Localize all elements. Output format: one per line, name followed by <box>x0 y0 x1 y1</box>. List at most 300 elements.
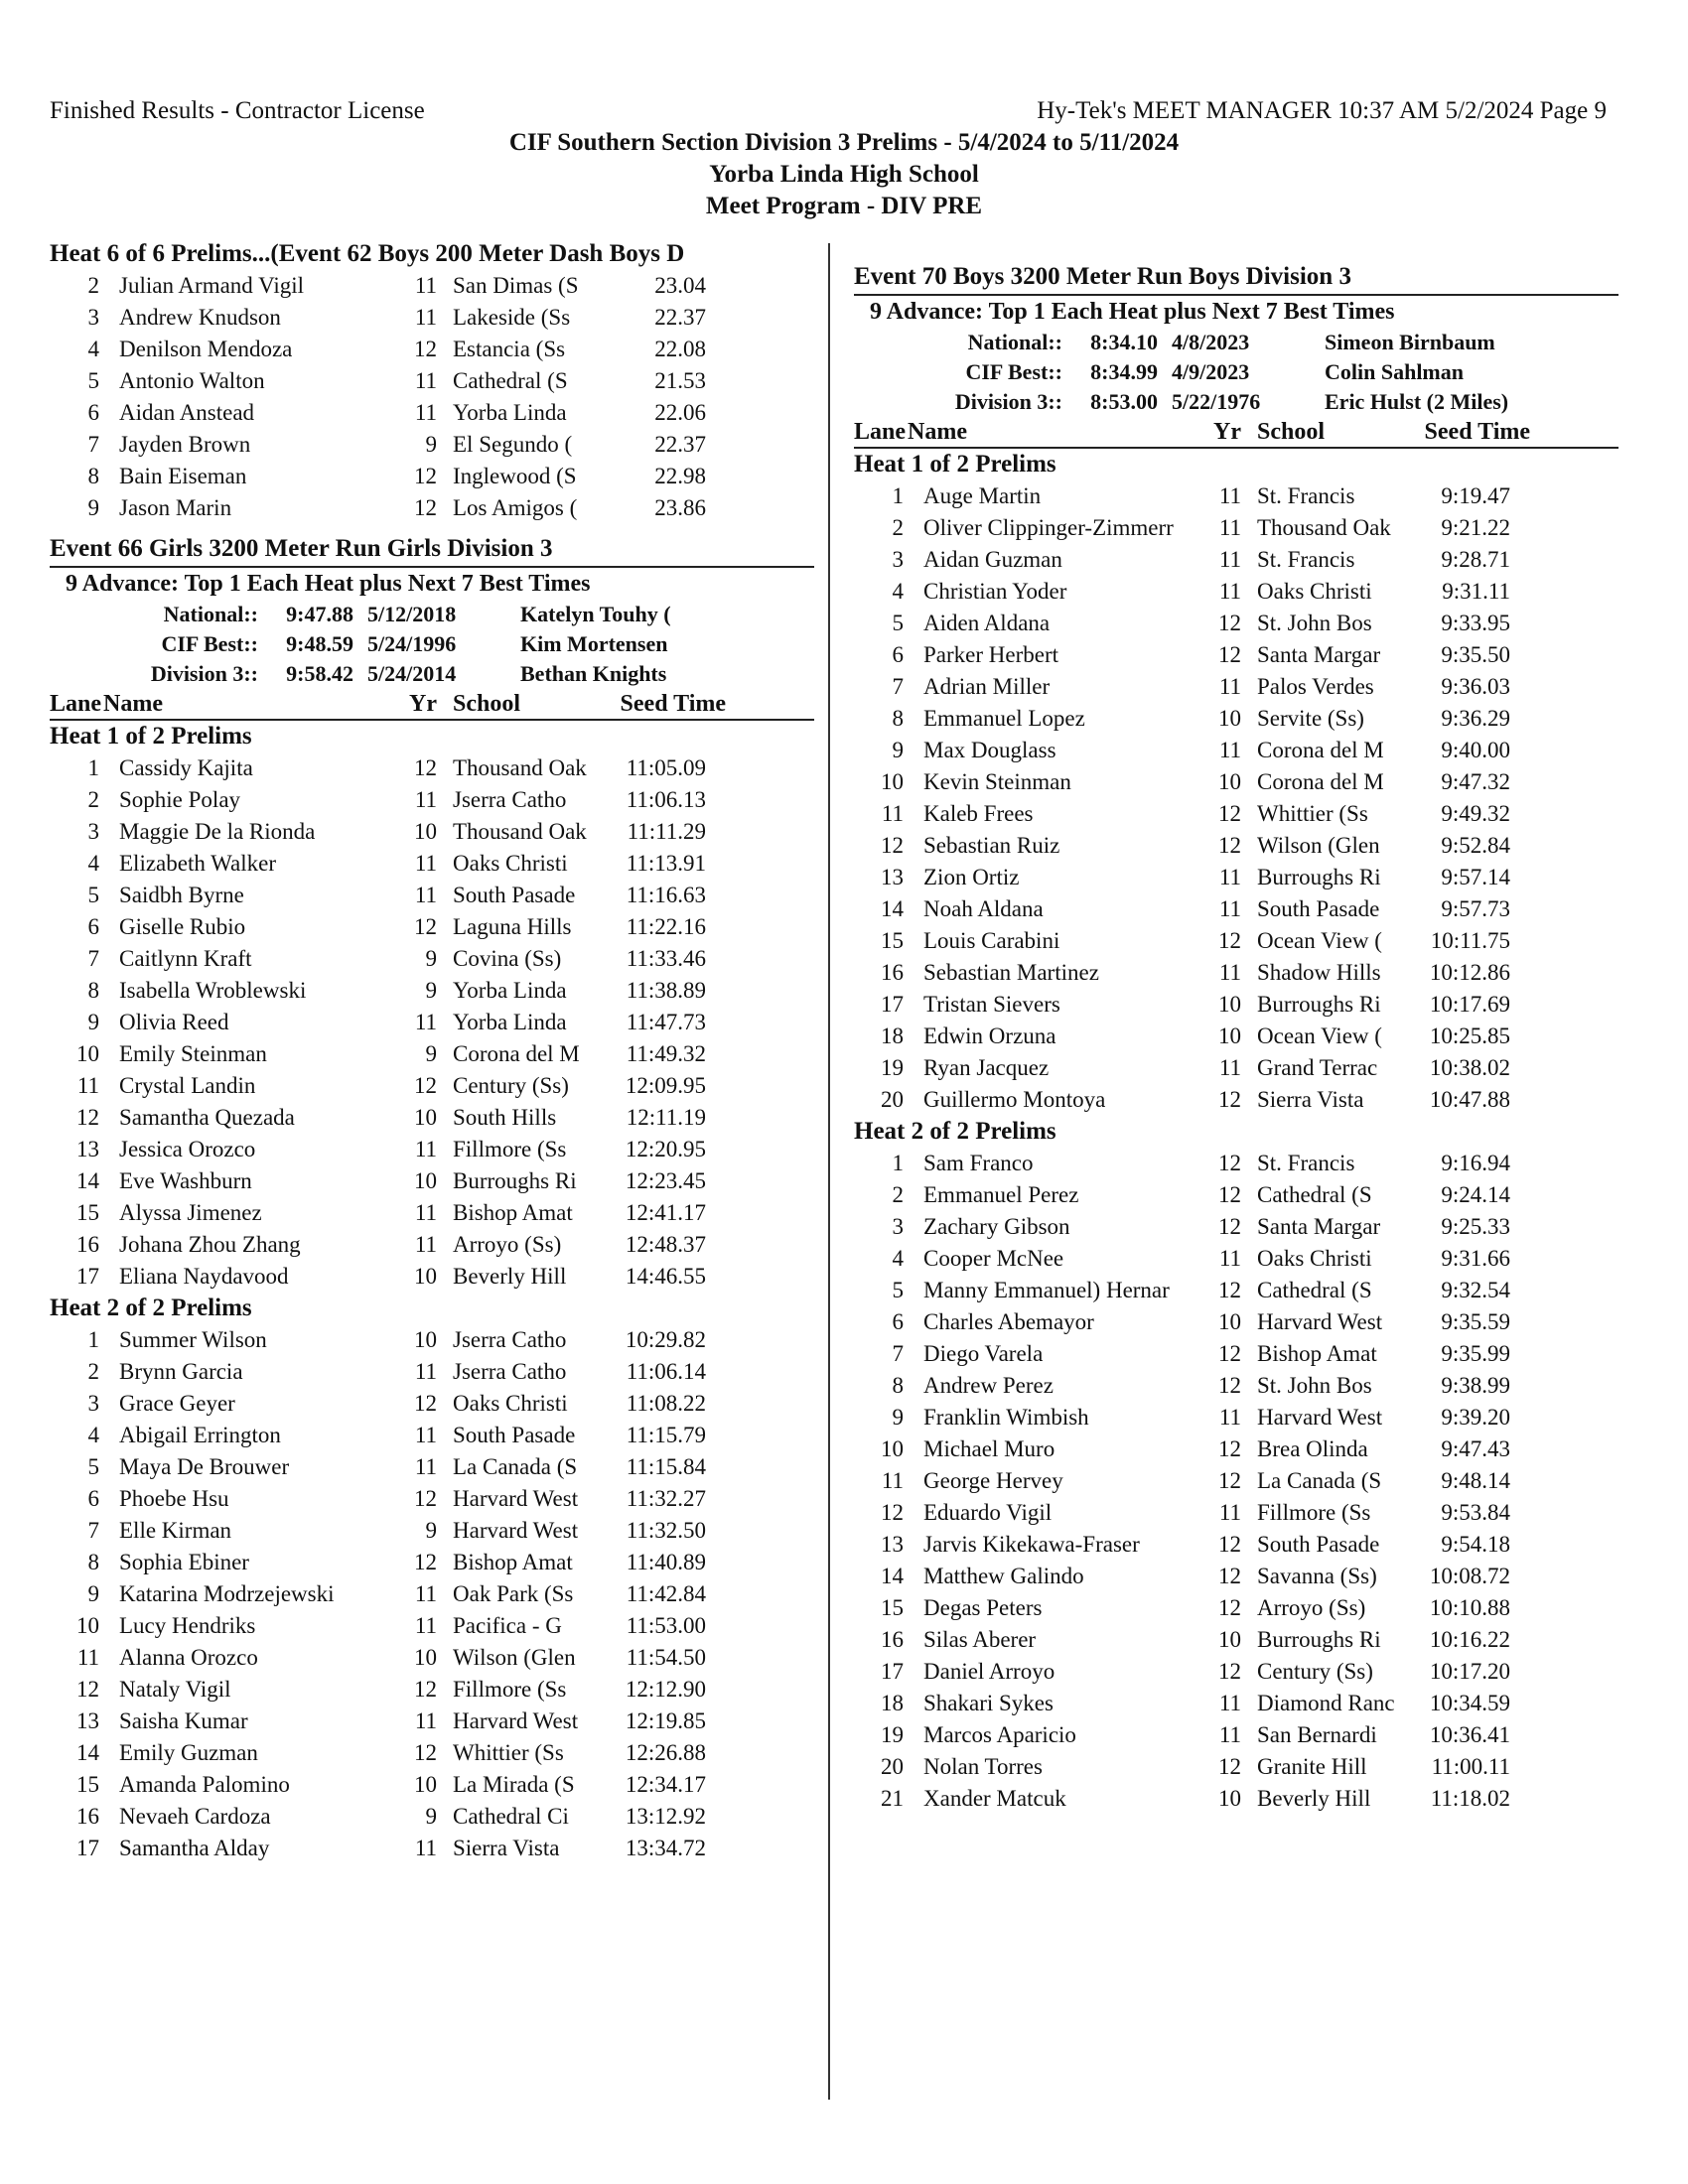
seed-time-cell: 10:34.59 <box>1429 1691 1510 1715</box>
table-row <box>50 784 814 816</box>
table-row <box>50 365 814 397</box>
table-row <box>50 1324 814 1356</box>
lane-cell: 16 <box>881 1627 904 1652</box>
record-holder: Eric Hulst (2 Miles) <box>1325 389 1509 414</box>
year-cell: 12 <box>414 1740 437 1765</box>
seed-time-cell: 9:28.71 <box>1441 547 1510 572</box>
lane-cell: 9 <box>892 1405 904 1430</box>
table-row <box>50 1420 814 1451</box>
table-row <box>854 1688 1618 1719</box>
school-cell: Harvard West <box>1257 1309 1383 1334</box>
lane-cell: 10 <box>76 1613 99 1638</box>
school-cell: St. John Bos <box>1257 611 1372 635</box>
table-row <box>50 1706 814 1737</box>
table-row <box>854 1719 1618 1751</box>
lane-cell: 17 <box>76 1836 99 1860</box>
seed-time-cell: 9:21.22 <box>1441 515 1510 540</box>
seed-time-cell: 12:26.88 <box>625 1740 706 1765</box>
school-cell: Pacifica - G <box>453 1613 562 1638</box>
record-date: 5/24/1996 <box>367 631 457 656</box>
record-date: 5/22/1976 <box>1172 389 1261 414</box>
seed-time-cell: 22.08 <box>654 337 706 361</box>
record-date: 4/8/2023 <box>1172 330 1250 354</box>
seed-time-cell: 9:35.59 <box>1441 1309 1510 1334</box>
school-cell: Yorba Linda <box>453 1010 567 1034</box>
name-cell: Eve Washburn <box>119 1168 252 1193</box>
school-cell: Wilson (Glen <box>453 1645 576 1670</box>
seed-time-cell: 11:42.84 <box>626 1581 706 1606</box>
lane-cell: 9 <box>87 1010 99 1034</box>
name-cell: Shakari Sykes <box>923 1691 1054 1715</box>
table-row <box>854 1751 1618 1783</box>
table-row <box>50 1007 814 1038</box>
school-cell: Thousand Oak <box>1257 515 1391 540</box>
seed-time-cell: 9:16.94 <box>1441 1151 1510 1175</box>
name-cell: Sebastian Martinez <box>923 960 1099 985</box>
table-row <box>854 1275 1618 1306</box>
lane-cell: 19 <box>881 1722 904 1747</box>
school-cell: Laguna Hills <box>453 914 572 939</box>
year-cell: 12 <box>1218 1182 1241 1207</box>
seed-time-cell: 9:36.29 <box>1441 706 1510 731</box>
lane-cell: 2 <box>87 273 99 298</box>
seed-time-cell: 9:31.11 <box>1442 579 1510 604</box>
seed-time-cell: 22.06 <box>654 400 706 425</box>
lane-cell: 13 <box>881 865 904 889</box>
school-cell: Arroyo (Ss) <box>1257 1595 1366 1620</box>
lane-cell: 2 <box>892 515 904 540</box>
year-cell: 11 <box>414 1423 437 1447</box>
school-cell: Estancia (Ss <box>453 337 566 361</box>
table-row <box>854 989 1618 1021</box>
lane-cell: 4 <box>87 1423 99 1447</box>
seed-time-cell: 9:57.73 <box>1441 896 1510 921</box>
table-row <box>854 1656 1618 1688</box>
school-cell: Whittier (Ss <box>453 1740 564 1765</box>
lane-cell: 1 <box>87 755 99 780</box>
seed-time-cell: 12:20.95 <box>625 1137 706 1161</box>
seed-time-cell: 10:08.72 <box>1429 1564 1510 1588</box>
name-cell: Aiden Aldana <box>923 611 1051 635</box>
seed-time-cell: 12:48.37 <box>625 1232 706 1257</box>
heat-title: Heat 2 of 2 Prelims <box>854 1118 1056 1145</box>
table-row <box>854 862 1618 893</box>
year-cell: 11 <box>414 1454 437 1479</box>
seed-time-cell: 11:54.50 <box>626 1645 706 1670</box>
year-cell: 11 <box>414 1137 437 1161</box>
name-cell: Emmanuel Perez <box>923 1182 1079 1207</box>
lane-cell: 8 <box>892 1373 904 1398</box>
seed-time-cell: 11:05.09 <box>626 755 706 780</box>
column-divider <box>828 243 830 2100</box>
year-cell: 11 <box>414 883 437 907</box>
table-row <box>854 608 1618 639</box>
year-cell: 11 <box>1218 865 1241 889</box>
lane-cell: 7 <box>87 432 99 457</box>
lane-cell: 11 <box>881 1468 904 1493</box>
year-cell: 10 <box>414 1264 437 1289</box>
lane-cell: 1 <box>87 1327 99 1352</box>
year-cell: 11 <box>1218 1246 1241 1271</box>
seed-time-cell: 10:38.02 <box>1429 1055 1510 1080</box>
record-time: 9:58.42 <box>286 661 353 686</box>
record-label: CIF Best:: <box>965 359 1062 384</box>
name-cell: Louis Carabini <box>923 928 1060 953</box>
seed-time-cell: 11:11.29 <box>627 819 706 844</box>
name-cell: Johana Zhou Zhang <box>119 1232 301 1257</box>
seed-time-cell: 10:29.82 <box>625 1327 706 1352</box>
name-cell: Guillermo Montoya <box>923 1087 1106 1112</box>
year-cell: 12 <box>1218 1278 1241 1302</box>
year-cell: 11 <box>414 368 437 393</box>
lane-cell: 10 <box>76 1041 99 1066</box>
name-cell: Matthew Galindo <box>923 1564 1084 1588</box>
lane-cell: 12 <box>881 833 904 858</box>
table-row <box>50 880 814 911</box>
table-row <box>50 1070 814 1102</box>
table-row <box>50 1165 814 1197</box>
name-cell: Denilson Mendoza <box>119 337 293 361</box>
seed-time-cell: 13:12.92 <box>625 1804 706 1829</box>
table-row <box>854 1624 1618 1656</box>
lane-cell: 5 <box>892 1278 904 1302</box>
school-cell: Century (Ss) <box>1257 1659 1373 1684</box>
table-row <box>854 480 1618 512</box>
lane-cell: 6 <box>87 1486 99 1511</box>
lane-cell: 9 <box>892 738 904 762</box>
seed-time-cell: 9:40.00 <box>1441 738 1510 762</box>
name-cell: Franklin Wimbish <box>923 1405 1089 1430</box>
lane-cell: 4 <box>87 851 99 876</box>
year-cell: 11 <box>1218 579 1241 604</box>
table-row <box>50 1769 814 1801</box>
name-cell: Xander Matcuk <box>923 1786 1066 1811</box>
year-cell: 11 <box>1218 1722 1241 1747</box>
name-cell: Diego Varela <box>923 1341 1044 1366</box>
table-row <box>50 911 814 943</box>
table-row <box>854 1529 1618 1561</box>
table-row <box>50 1197 814 1229</box>
table-row <box>854 1052 1618 1084</box>
lane-cell: 6 <box>892 1309 904 1334</box>
lane-cell: 1 <box>892 1151 904 1175</box>
year-cell: 9 <box>425 946 437 971</box>
table-row <box>854 1211 1618 1243</box>
lane-cell: 3 <box>87 305 99 330</box>
table-row <box>854 893 1618 925</box>
table-row <box>854 1402 1618 1433</box>
table-row <box>50 1261 814 1293</box>
year-cell: 12 <box>1218 1436 1241 1461</box>
year-cell: 11 <box>1218 1055 1241 1080</box>
lane-cell: 16 <box>76 1804 99 1829</box>
school-cell: South Hills <box>453 1105 557 1130</box>
record-time: 9:48.59 <box>286 631 353 656</box>
record-line <box>50 629 814 659</box>
record-time: 8:34.10 <box>1090 330 1158 354</box>
name-cell: Bain Eiseman <box>119 464 247 488</box>
year-cell: 11 <box>414 1613 437 1638</box>
table-row <box>50 1229 814 1261</box>
name-cell: Zion Ortiz <box>923 865 1020 889</box>
seed-time-cell: 9:36.03 <box>1441 674 1510 699</box>
year-cell: 11 <box>1218 547 1241 572</box>
seed-time-cell: 11:06.13 <box>626 787 706 812</box>
lane-cell: 3 <box>892 1214 904 1239</box>
year-cell: 12 <box>414 1677 437 1702</box>
seed-time-cell: 9:39.20 <box>1441 1405 1510 1430</box>
seed-time-cell: 14:46.55 <box>625 1264 706 1289</box>
seed-time-cell: 11:40.89 <box>626 1550 706 1574</box>
name-cell: Amanda Palomino <box>119 1772 290 1797</box>
name-cell: Emily Guzman <box>119 1740 258 1765</box>
name-cell: Michael Muro <box>923 1436 1055 1461</box>
table-row <box>50 1578 814 1610</box>
year-cell: 11 <box>1218 1405 1241 1430</box>
school-cell: Burroughs Ri <box>1257 865 1381 889</box>
year-cell: 11 <box>1218 960 1241 985</box>
year-cell: 10 <box>1218 1309 1241 1334</box>
year-cell: 11 <box>414 787 437 812</box>
school-header: School <box>453 691 521 717</box>
lane-cell: 15 <box>76 1772 99 1797</box>
school-cell: Corona del M <box>1257 738 1384 762</box>
year-cell: 12 <box>414 495 437 520</box>
lane-cell: 16 <box>76 1232 99 1257</box>
year-cell: 12 <box>1218 1468 1241 1493</box>
name-cell: Sophia Ebiner <box>119 1550 249 1574</box>
school-cell: South Pasade <box>453 883 576 907</box>
seed-time-cell: 23.04 <box>654 273 706 298</box>
school-cell: Fillmore (Ss <box>1257 1500 1371 1525</box>
seed-time-cell: 12:34.17 <box>625 1772 706 1797</box>
record-holder: Simeon Birnbaum <box>1325 330 1495 354</box>
name-cell: Caitlynn Kraft <box>119 946 252 971</box>
lane-cell: 3 <box>892 547 904 572</box>
name-cell: Jarvis Kikekawa-Fraser <box>923 1532 1140 1557</box>
name-cell: Max Douglass <box>923 738 1056 762</box>
lane-cell: 20 <box>881 1087 904 1112</box>
seed-time-cell: 9:48.14 <box>1441 1468 1510 1493</box>
lane-cell: 18 <box>881 1024 904 1048</box>
seed-time-cell: 23.86 <box>654 495 706 520</box>
year-cell: 10 <box>414 1168 437 1193</box>
record-holder: Bethan Knights <box>520 661 667 686</box>
seed-time-cell: 10:11.75 <box>1430 928 1510 953</box>
table-row <box>50 492 814 524</box>
lane-cell: 8 <box>87 464 99 488</box>
name-cell: Alanna Orozco <box>119 1645 258 1670</box>
year-cell: 10 <box>414 1105 437 1130</box>
seed-time-cell: 9:32.54 <box>1441 1278 1510 1302</box>
lane-cell: 5 <box>87 368 99 393</box>
name-cell: Cassidy Kajita <box>119 755 253 780</box>
school-cell: Santa Margar <box>1257 1214 1381 1239</box>
lane-cell: 7 <box>892 1341 904 1366</box>
name-cell: Ryan Jacquez <box>923 1055 1050 1080</box>
lane-cell: 10 <box>881 1436 904 1461</box>
name-cell: Daniel Arroyo <box>923 1659 1055 1684</box>
seed-time-cell: 10:12.86 <box>1429 960 1510 985</box>
seed-time-cell: 11:33.46 <box>626 946 706 971</box>
year-cell: 10 <box>414 1645 437 1670</box>
name-cell: Grace Geyer <box>119 1391 235 1416</box>
seed-time-cell: 12:09.95 <box>625 1073 706 1098</box>
seed-time-cell: 11:32.27 <box>626 1486 706 1511</box>
year-cell: 12 <box>414 1073 437 1098</box>
year-cell: 12 <box>1218 1151 1241 1175</box>
name-cell: Maggie De la Rionda <box>119 819 316 844</box>
seed-time-cell: 22.37 <box>654 432 706 457</box>
seed-time-cell: 11:49.32 <box>626 1041 706 1066</box>
table-row <box>50 1038 814 1070</box>
lane-cell: 2 <box>87 787 99 812</box>
name-cell: Crystal Landin <box>119 1073 256 1098</box>
table-row <box>50 397 814 429</box>
year-cell: 12 <box>1218 833 1241 858</box>
school-cell: Savanna (Ss) <box>1257 1564 1377 1588</box>
name-cell: George Hervey <box>923 1468 1063 1493</box>
school-cell: La Canada (S <box>1257 1468 1382 1493</box>
name-cell: Zachary Gibson <box>923 1214 1070 1239</box>
school-cell: Covina (Ss) <box>453 946 562 971</box>
year-cell: 12 <box>414 337 437 361</box>
table-row <box>854 766 1618 798</box>
table-row <box>854 1021 1618 1052</box>
table-row <box>854 925 1618 957</box>
year-cell: 12 <box>1218 611 1241 635</box>
name-cell: Saisha Kumar <box>119 1708 248 1733</box>
table-row <box>50 1451 814 1483</box>
record-time: 9:47.88 <box>286 602 353 626</box>
lane-cell: 17 <box>881 992 904 1017</box>
school-cell: Burroughs Ri <box>1257 992 1381 1017</box>
name-cell: Elizabeth Walker <box>119 851 277 876</box>
year-cell: 10 <box>1218 769 1241 794</box>
school-cell: Burroughs Ri <box>453 1168 577 1193</box>
year-cell: 12 <box>1218 1087 1241 1112</box>
school-cell: Jserra Catho <box>453 1359 567 1384</box>
table-row <box>50 429 814 461</box>
school-cell: San Bernardi <box>1257 1722 1377 1747</box>
record-label: National:: <box>967 330 1062 354</box>
lane-cell: 2 <box>87 1359 99 1384</box>
seed-time-cell: 11:06.14 <box>626 1359 706 1384</box>
lane-cell: 20 <box>881 1754 904 1779</box>
lane-cell: 14 <box>881 1564 904 1588</box>
school-cell: Bishop Amat <box>1257 1341 1377 1366</box>
school-cell: Lakeside (Ss <box>453 305 571 330</box>
heat-title: Heat 1 of 2 Prelims <box>854 451 1056 478</box>
name-cell: Jason Marin <box>119 495 232 520</box>
seed-time-cell: 11:00.11 <box>1431 1754 1510 1779</box>
lane-cell: 8 <box>87 1550 99 1574</box>
school-cell: Harvard West <box>1257 1405 1383 1430</box>
year-cell: 11 <box>414 1359 437 1384</box>
seed-time-cell: 10:17.20 <box>1429 1659 1510 1684</box>
table-row <box>50 816 814 848</box>
school-cell: Jserra Catho <box>453 787 567 812</box>
school-cell: Jserra Catho <box>453 1327 567 1352</box>
year-cell: 12 <box>1218 1214 1241 1239</box>
lane-cell: 6 <box>892 642 904 667</box>
school-cell: Harvard West <box>453 1518 579 1543</box>
seed-time-cell: 10:25.85 <box>1429 1024 1510 1048</box>
name-cell: Manny Emmanuel) Hernar <box>923 1278 1170 1302</box>
name-cell: Kevin Steinman <box>923 769 1071 794</box>
seed-time-cell: 9:25.33 <box>1441 1214 1510 1239</box>
name-cell: Noah Aldana <box>923 896 1044 921</box>
seed-time-cell: 9:49.32 <box>1441 801 1510 826</box>
name-cell: Oliver Clippinger-Zimmerr <box>923 515 1174 540</box>
lane-cell: 14 <box>76 1740 99 1765</box>
year-cell: 11 <box>414 1232 437 1257</box>
seed-time-cell: 12:19.85 <box>625 1708 706 1733</box>
seed-time-cell: 11:18.02 <box>1430 1786 1510 1811</box>
year-cell: 12 <box>1218 801 1241 826</box>
name-cell: Olivia Reed <box>119 1010 229 1034</box>
year-cell: 10 <box>414 819 437 844</box>
seed-time-cell: 11:15.79 <box>626 1423 706 1447</box>
name-cell: Brynn Garcia <box>119 1359 243 1384</box>
year-cell: 12 <box>1218 1532 1241 1557</box>
year-cell: 9 <box>425 1804 437 1829</box>
table-row <box>854 735 1618 766</box>
school-cell: St. Francis <box>1257 547 1355 572</box>
year-cell: 11 <box>414 1010 437 1034</box>
record-holder: Colin Sahlman <box>1325 359 1464 384</box>
school-cell: Cathedral Ci <box>453 1804 569 1829</box>
right-column <box>854 238 1618 1815</box>
seed-time-cell: 9:47.32 <box>1441 769 1510 794</box>
name-cell: Aidan Guzman <box>923 547 1062 572</box>
table-row <box>50 975 814 1007</box>
lane-cell: 13 <box>881 1532 904 1557</box>
table-row <box>50 1388 814 1420</box>
table-row <box>50 270 814 302</box>
seed-time-cell: 9:19.47 <box>1441 483 1510 508</box>
school-cell: La Mirada (S <box>453 1772 575 1797</box>
school-cell: St. John Bos <box>1257 1373 1372 1398</box>
year-cell: 12 <box>1218 1341 1241 1366</box>
table-row <box>854 1243 1618 1275</box>
lane-cell: 4 <box>892 1246 904 1271</box>
name-cell: Aidan Anstead <box>119 400 255 425</box>
lane-cell: 21 <box>881 1786 904 1811</box>
name-cell: Andrew Knudson <box>119 305 281 330</box>
name-cell: Degas Peters <box>923 1595 1043 1620</box>
school-cell: Thousand Oak <box>453 819 587 844</box>
name-cell: Lucy Hendriks <box>119 1613 256 1638</box>
year-cell: 11 <box>1218 515 1241 540</box>
lane-cell: 12 <box>76 1105 99 1130</box>
year-cell: 10 <box>1218 1627 1241 1652</box>
year-cell: 11 <box>1218 483 1241 508</box>
seed-time-cell: 21.53 <box>654 368 706 393</box>
name-cell: Emmanuel Lopez <box>923 706 1085 731</box>
seed-time-cell: 9:52.84 <box>1441 833 1510 858</box>
seed-time-header: Seed Time <box>620 691 726 717</box>
seed-time-cell: 11:13.91 <box>626 851 706 876</box>
lane-cell: 9 <box>87 1581 99 1606</box>
school-cell: Los Amigos ( <box>453 495 578 520</box>
seed-time-cell: 9:35.99 <box>1441 1341 1510 1366</box>
lane-header: Lane <box>854 419 907 445</box>
school-cell: Santa Margar <box>1257 642 1381 667</box>
table-row <box>50 1674 814 1706</box>
lane-cell: 17 <box>881 1659 904 1684</box>
seed-time-cell: 12:11.19 <box>626 1105 706 1130</box>
